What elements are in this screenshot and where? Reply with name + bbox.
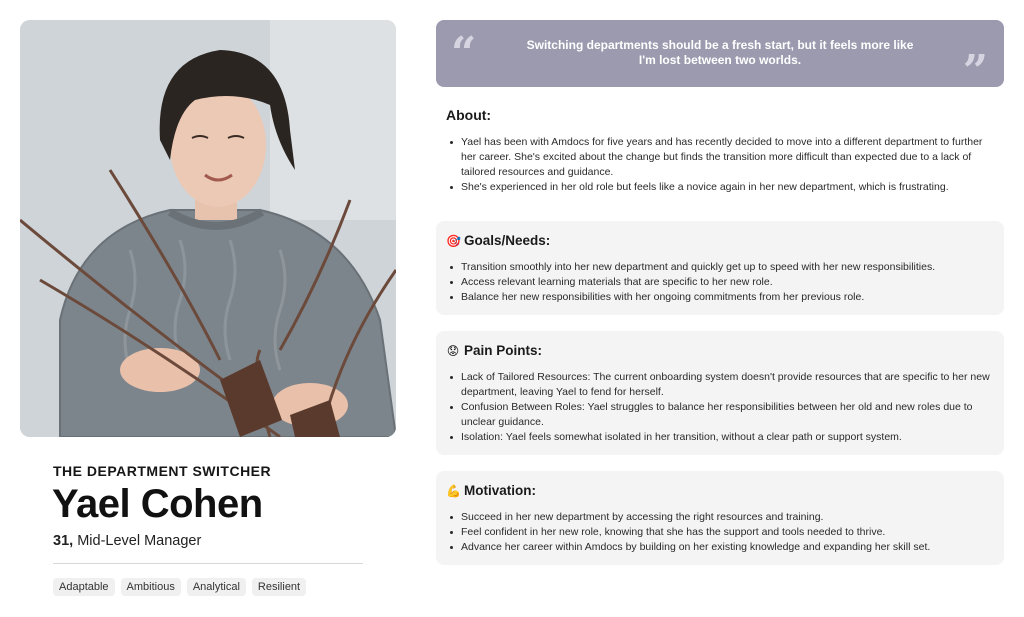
persona-role: Mid-Level Manager: [77, 533, 202, 549]
list-item: Transition smoothly into her new department and quickly get up to speed with her new responsibilities.: [446, 260, 994, 275]
close-quote-icon: ”: [962, 46, 988, 97]
list-item: Balance her new responsibilities with her ongoing commitments from her previous role.: [446, 290, 994, 305]
tag-adaptable: Adaptable: [53, 578, 115, 596]
about-title: About:: [446, 107, 492, 123]
pain-points-title: Pain Points:: [464, 343, 543, 358]
flexed-biceps-icon: 💪: [446, 483, 461, 498]
motivation-header: [446, 483, 994, 498]
quote-text: Switching departments should be a fresh start, but it feels more like I'm lost between two worlds.: [526, 38, 914, 67]
persona-photo: [20, 20, 396, 437]
goals-title: Goals/Needs:: [464, 233, 551, 248]
tag-ambitious: Ambitious: [121, 578, 181, 596]
motivation-card: [436, 471, 1004, 565]
motivation-list: [446, 510, 994, 555]
goals-card: [436, 221, 1004, 315]
tag-analytical: Analytical: [187, 578, 246, 596]
pain-points-header: [446, 343, 994, 358]
persona-photo-illustration: [20, 20, 396, 437]
persona-kicker: THE DEPARTMENT SWITCHER: [53, 463, 272, 479]
list-item: She's experienced in her old role but feels like a novice again in her new department, which is frustrating.: [446, 180, 998, 195]
persona-tags: [53, 578, 306, 596]
list-item: Lack of Tailored Resources: The current onboarding system doesn't provide resources that are specific to her new department, leaving Yael to fend for herself.: [446, 370, 994, 400]
persona-age: 31,: [53, 533, 74, 549]
target-icon: 🎯: [446, 233, 461, 248]
motivation-title: Motivation:: [464, 483, 536, 498]
list-item: Succeed in her new department by accessing the right resources and training.: [446, 510, 994, 525]
list-item: Access relevant learning materials that are specific to her new role.: [446, 275, 994, 290]
tag-resilient: Resilient: [252, 578, 306, 596]
goals-header: [446, 233, 994, 248]
quote-banner: [436, 20, 1004, 97]
list-item: Feel confident in her new role, knowing that she has the support and tools needed to thrive.: [446, 525, 994, 540]
persona-name: Yael Cohen: [52, 482, 263, 526]
pain-points-list: [446, 370, 994, 445]
worried-face-icon: 😟: [446, 343, 460, 358]
list-item: Confusion Between Roles: Yael struggles to balance her responsibilities between her old and new roles due to unclear guidance.: [446, 400, 994, 430]
pain-points-card: [436, 331, 1004, 455]
about-list: [446, 135, 998, 195]
list-item: Advance her career within Amdocs by building on her existing knowledge and expanding her skill set.: [446, 540, 994, 555]
goals-list: [446, 260, 994, 305]
open-quote-icon: “: [451, 28, 477, 79]
divider: [53, 563, 363, 564]
persona-subtitle: [53, 533, 201, 549]
list-item: Isolation: Yael feels somewhat isolated in her transition, without a clear path or support system.: [446, 430, 994, 445]
list-item: Yael has been with Amdocs for five years and has recently decided to move into a different department to further her career. She's excited about the change but finds the transition more difficult than expected due to a lack of tailored resources and guidance.: [446, 135, 998, 180]
